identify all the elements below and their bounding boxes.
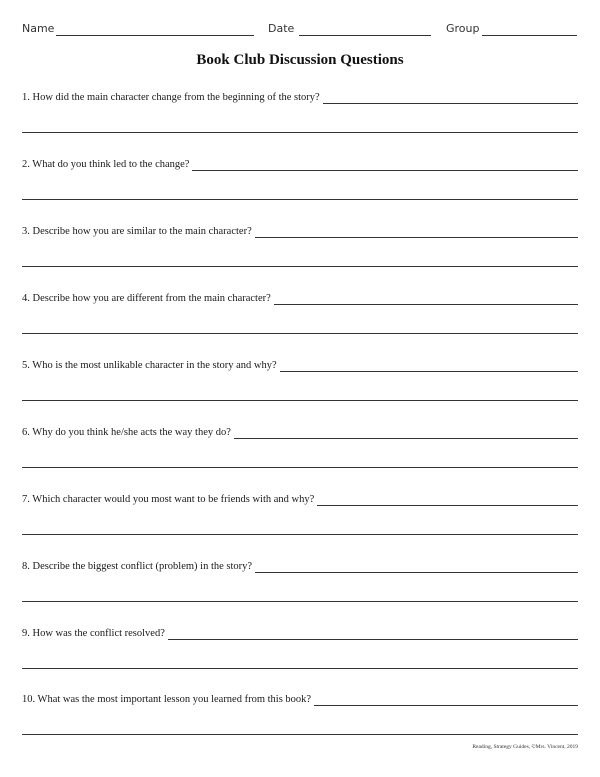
answer-line[interactable] xyxy=(22,266,578,267)
question-text: 8. Describe the biggest conflict (problem) in the story? xyxy=(22,561,253,572)
copyright-footer: Reading, Strategy Guides, ©Mrs. Vincent, 2019 xyxy=(472,744,578,750)
name-label: Name xyxy=(22,22,55,35)
answer-line[interactable] xyxy=(314,693,578,706)
question-text: 5. Who is the most unlikable character in the story and why? xyxy=(22,360,277,371)
question-item xyxy=(22,88,578,148)
group-label: Group xyxy=(446,22,480,35)
question-item xyxy=(22,557,578,617)
answer-line[interactable] xyxy=(255,560,578,573)
answer-line[interactable] xyxy=(22,400,578,401)
answer-line[interactable] xyxy=(323,91,578,104)
answer-line[interactable] xyxy=(22,132,578,133)
answer-line[interactable] xyxy=(22,734,578,735)
answer-line[interactable] xyxy=(255,225,578,238)
question-text: 3. Describe how you are similar to the main character? xyxy=(22,226,252,237)
question-item xyxy=(22,690,578,750)
answer-line[interactable] xyxy=(22,467,578,468)
question-text: 2. What do you think led to the change? xyxy=(22,159,190,170)
answer-line[interactable] xyxy=(22,534,578,535)
question-text: 9. How was the conflict resolved? xyxy=(22,628,165,639)
question-item xyxy=(22,624,578,684)
question-text: 10. What was the most important lesson you learned from this book? xyxy=(22,694,312,705)
answer-line[interactable] xyxy=(168,627,578,640)
page-title: Book Club Discussion Questions xyxy=(196,52,404,68)
answer-line[interactable] xyxy=(317,493,578,506)
group-field[interactable] xyxy=(482,35,577,36)
answer-line[interactable] xyxy=(22,199,578,200)
answer-line[interactable] xyxy=(274,292,578,305)
question-item xyxy=(22,155,578,215)
answer-line[interactable] xyxy=(22,601,578,602)
question-item xyxy=(22,356,578,416)
date-label: Date xyxy=(268,22,295,35)
answer-line[interactable] xyxy=(22,668,578,669)
question-item xyxy=(22,222,578,282)
question-item xyxy=(22,289,578,349)
answer-line[interactable] xyxy=(22,333,578,334)
name-field[interactable] xyxy=(56,35,254,36)
question-item xyxy=(22,423,578,483)
answer-line[interactable] xyxy=(192,158,578,171)
date-field[interactable] xyxy=(299,35,431,36)
question-text: 6. Why do you think he/she acts the way they do? xyxy=(22,427,231,438)
question-text: 4. Describe how you are different from the main character? xyxy=(22,293,271,304)
answer-line[interactable] xyxy=(234,426,578,439)
answer-line[interactable] xyxy=(280,359,578,372)
question-item xyxy=(22,490,578,550)
header-fields xyxy=(20,22,580,40)
question-text: 1. How did the main character change from the beginning of the story? xyxy=(22,92,320,103)
question-text: 7. Which character would you most want to be friends with and why? xyxy=(22,494,315,505)
